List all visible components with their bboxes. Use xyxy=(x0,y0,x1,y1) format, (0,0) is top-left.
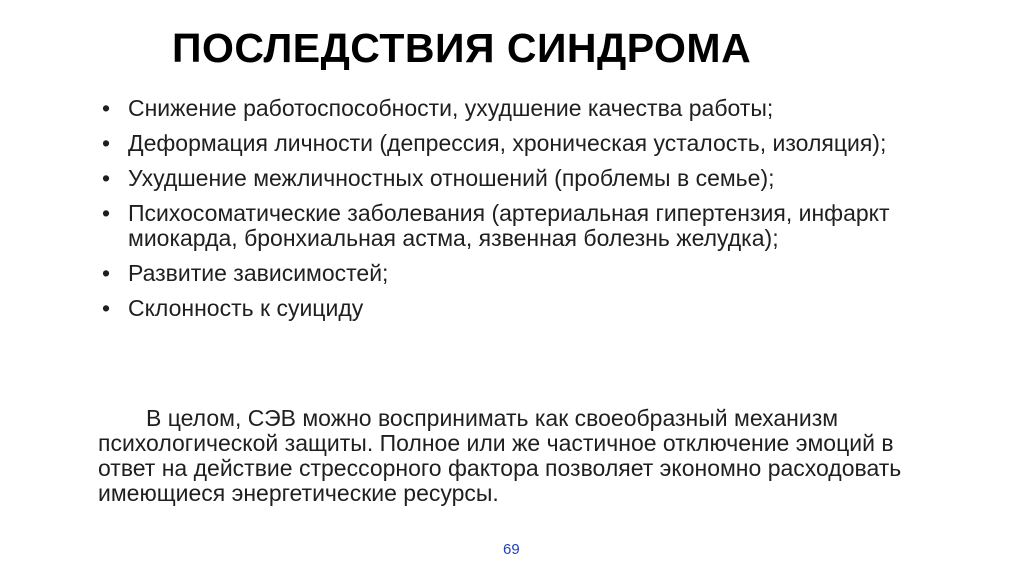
bullet-icon: • xyxy=(102,130,111,156)
bullet-icon: • xyxy=(102,260,111,286)
bullet-text: Склонность к суициду xyxy=(128,295,364,321)
summary-paragraph: В целом, СЭВ можно воспринимать как своеобразный механизм психологической защиты. Полное или же частичное отключение эмоций в ответ на действие стрессорного фактора позволяет экономно расходовать имеющиеся энергетические ресурсы. xyxy=(98,405,902,506)
bullet-text: Развитие зависимостей; xyxy=(128,260,389,286)
bullet-icon: • xyxy=(102,200,111,226)
consequences-list xyxy=(98,96,898,331)
bullet-icon: • xyxy=(102,295,111,321)
bullet-text: Деформация личности (депрессия, хроническая усталость, изоляция); xyxy=(128,130,887,156)
bullet-text: Снижение работоспособности, ухудшение качества работы; xyxy=(128,95,774,121)
bullet-icon: • xyxy=(102,95,111,121)
bullet-text: Ухудшение межличностных отношений (проблемы в семье); xyxy=(128,165,775,191)
bullet-text: Психосоматические заболевания (артериальная гипертензия, инфаркт миокарда, бронхиальная астма, язвенная болезнь желудка); xyxy=(128,200,890,251)
list-item xyxy=(98,166,898,191)
list-item xyxy=(98,201,898,251)
list-item xyxy=(98,296,898,321)
list-item xyxy=(98,96,898,121)
page-number: 69 xyxy=(503,541,520,558)
slide-title: ПОСЛЕДСТВИЯ СИНДРОМА xyxy=(172,25,752,71)
list-item xyxy=(98,131,898,156)
bullet-icon: • xyxy=(102,165,111,191)
list-item xyxy=(98,261,898,286)
